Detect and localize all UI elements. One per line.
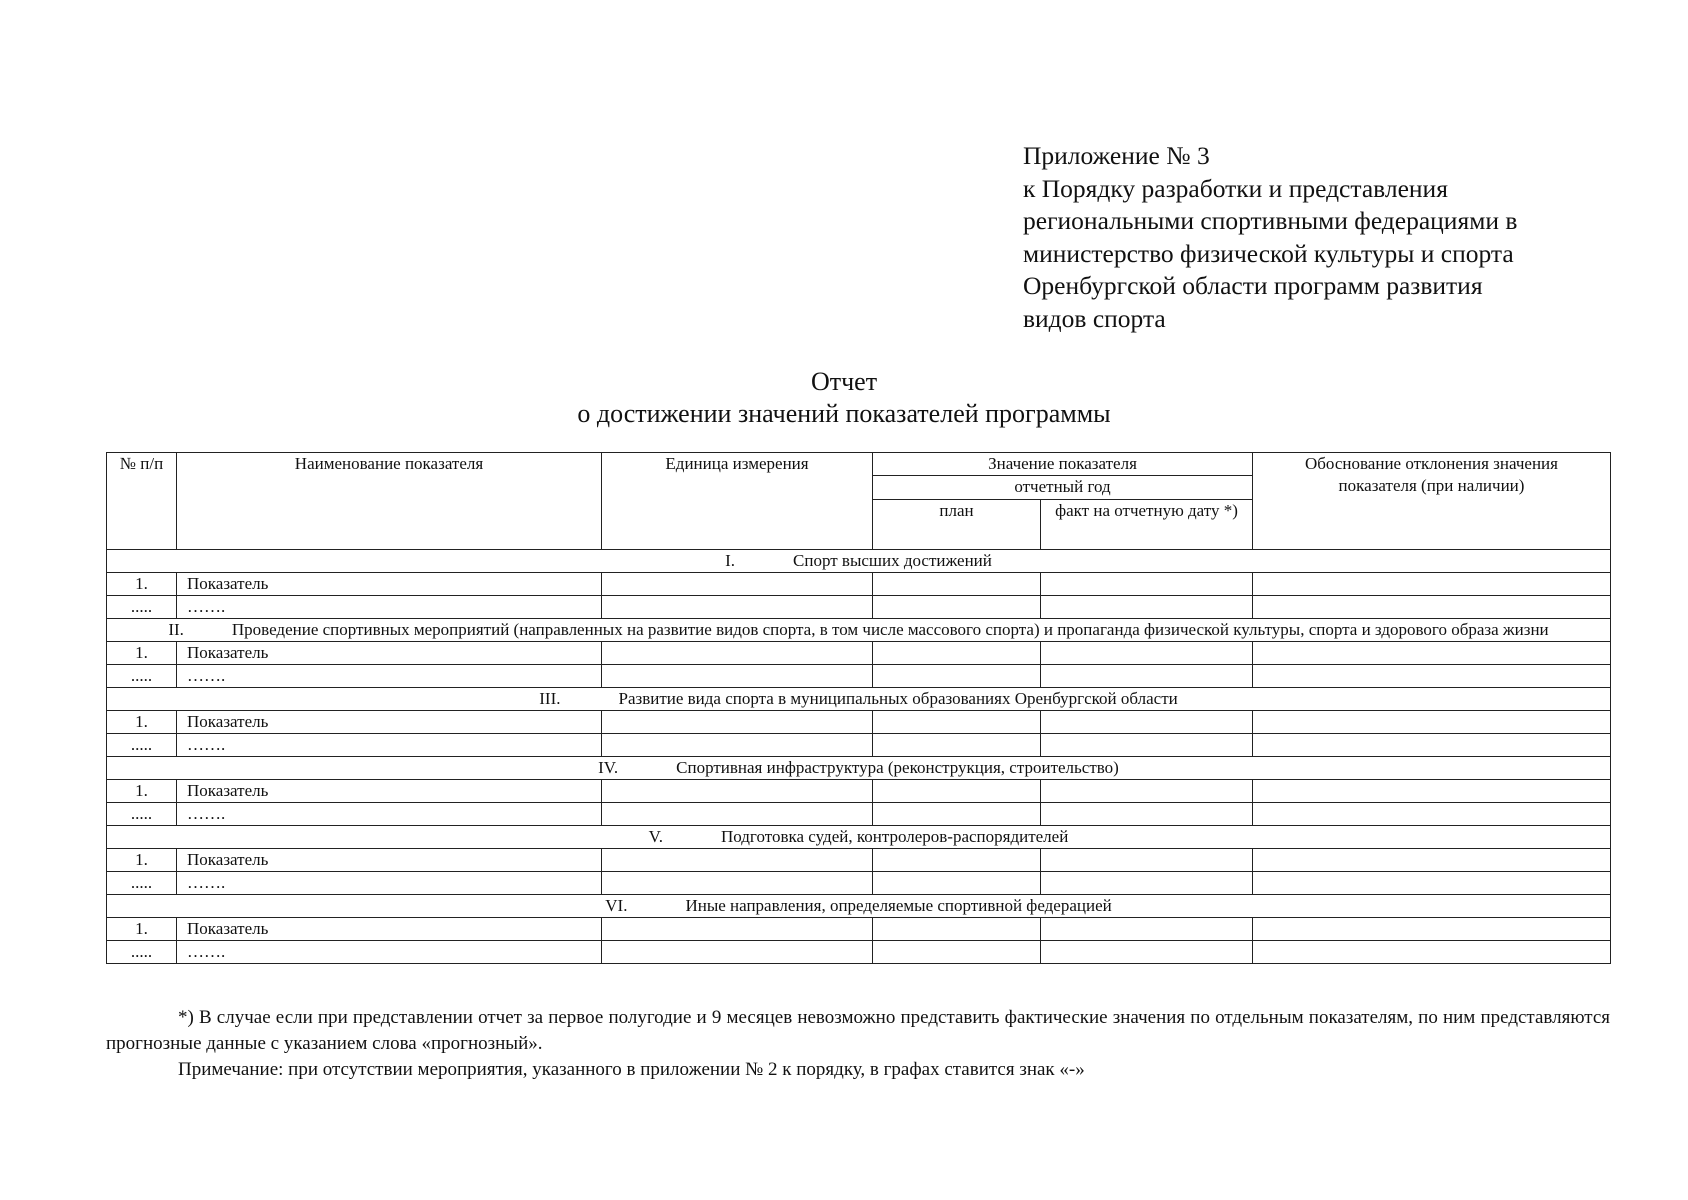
unit-cell — [602, 711, 873, 734]
header-name: Наименование показателя — [177, 453, 602, 550]
table-row — [107, 596, 1611, 619]
fact-cell — [1041, 941, 1253, 964]
appendix-line: министерство физической культуры и спорта — [1023, 238, 1514, 268]
section-roman: VI. — [605, 896, 628, 915]
header-plan: план — [873, 499, 1041, 549]
plan-cell — [873, 849, 1041, 872]
table-row — [107, 941, 1611, 964]
section-heading — [107, 619, 1611, 642]
table-row — [107, 734, 1611, 757]
section-row — [107, 757, 1611, 780]
table-row — [107, 849, 1611, 872]
row-number: ..... — [107, 665, 177, 688]
section-title: Проведение спортивных мероприятий (направленных на развитие видов спорта, в том числе массового спорта) и пропаганда физической культуры, спорта и здорового образа жизни — [231, 620, 1549, 639]
section-heading — [107, 895, 1611, 918]
section-heading — [107, 550, 1611, 573]
plan-cell — [873, 803, 1041, 826]
row-number: ..... — [107, 734, 177, 757]
unit-cell — [602, 849, 873, 872]
section-heading — [107, 826, 1611, 849]
reason-cell — [1253, 642, 1611, 665]
appendix-line: Приложение № 3 — [1023, 141, 1210, 170]
row-indicator-name: Показатель — [177, 573, 602, 596]
unit-cell — [602, 941, 873, 964]
unit-cell — [602, 918, 873, 941]
plan-cell — [873, 780, 1041, 803]
table-row — [107, 711, 1611, 734]
report-title — [0, 366, 1688, 430]
fact-cell — [1041, 734, 1253, 757]
row-number: ..... — [107, 803, 177, 826]
remark: Примечание: при отсутствии мероприятия, указанного в приложении № 2 к порядку, в графах ставится знак «-» — [178, 1059, 1085, 1080]
header-unit: Единица измерения — [602, 453, 873, 550]
row-indicator-name: ……. — [177, 941, 602, 964]
row-indicator-name: ……. — [177, 665, 602, 688]
plan-cell — [873, 642, 1041, 665]
appendix-line: к Порядку разработки и представления — [1023, 173, 1448, 203]
fact-cell — [1041, 849, 1253, 872]
row-number: ..... — [107, 941, 177, 964]
report-title-line1: Отчет — [810, 367, 878, 396]
row-number: 1. — [107, 711, 177, 734]
unit-cell — [602, 642, 873, 665]
reason-cell — [1253, 665, 1611, 688]
header-row — [107, 453, 1611, 476]
row-indicator-name: ……. — [177, 872, 602, 895]
header-reason: Обоснование отклонения значения показателя (при наличии) — [1253, 453, 1611, 550]
reason-cell — [1253, 849, 1611, 872]
section-title: Спорт высших достижений — [793, 551, 992, 570]
header-fact: факт на отчетную дату *) — [1041, 499, 1253, 549]
header-value: Значение показателя — [873, 453, 1253, 476]
fact-cell — [1041, 711, 1253, 734]
row-indicator-name: Показатель — [177, 780, 602, 803]
unit-cell — [602, 665, 873, 688]
reason-cell — [1253, 803, 1611, 826]
unit-cell — [602, 573, 873, 596]
section-heading — [107, 688, 1611, 711]
section-row — [107, 688, 1611, 711]
reason-cell — [1253, 872, 1611, 895]
row-number: ..... — [107, 596, 177, 619]
section-row — [107, 550, 1611, 573]
fact-cell — [1041, 596, 1253, 619]
reason-cell — [1253, 918, 1611, 941]
row-number: 1. — [107, 573, 177, 596]
section-row — [107, 619, 1611, 642]
row-indicator-name: Показатель — [177, 918, 602, 941]
row-number: 1. — [107, 780, 177, 803]
footnote: *) В случае если при представлении отчет за первое полугодие и 9 месяцев невозможно представить фактические значения по отдельным показателям, по ним представляются прогнозные данные с указанием слова «прогнозный». — [106, 1007, 1610, 1054]
notes-block — [106, 1005, 1610, 1083]
table-row — [107, 642, 1611, 665]
unit-cell — [602, 872, 873, 895]
fact-cell — [1041, 872, 1253, 895]
unit-cell — [602, 596, 873, 619]
unit-cell — [602, 780, 873, 803]
section-row — [107, 826, 1611, 849]
section-title: Спортивная инфраструктура (реконструкция, строительство) — [676, 758, 1119, 777]
row-indicator-name: ……. — [177, 734, 602, 757]
report-table — [106, 452, 1611, 964]
row-indicator-name: Показатель — [177, 642, 602, 665]
row-indicator-name: Показатель — [177, 711, 602, 734]
reason-cell — [1253, 711, 1611, 734]
section-heading — [107, 757, 1611, 780]
appendix-line: видов спорта — [1023, 303, 1166, 333]
unit-cell — [602, 803, 873, 826]
section-roman: III. — [539, 689, 561, 708]
appendix-line: региональными спортивными федерациями в — [1023, 206, 1518, 235]
fact-cell — [1041, 573, 1253, 596]
fact-cell — [1041, 803, 1253, 826]
table-row — [107, 573, 1611, 596]
table-row — [107, 918, 1611, 941]
section-title: Иные направления, определяемые спортивной федерацией — [685, 896, 1112, 915]
appendix-line: Оренбургской области программ развития — [1023, 271, 1483, 300]
reason-cell — [1253, 596, 1611, 619]
plan-cell — [873, 734, 1041, 757]
section-roman: I. — [725, 551, 736, 570]
table-row — [107, 780, 1611, 803]
section-title: Развитие вида спорта в муниципальных образованиях Оренбургской области — [618, 689, 1178, 708]
fact-cell — [1041, 665, 1253, 688]
plan-cell — [873, 941, 1041, 964]
report-title-line2: о достижении значений показателей программы — [577, 399, 1111, 428]
row-indicator-name: ……. — [177, 596, 602, 619]
table-row — [107, 665, 1611, 688]
table-row — [107, 803, 1611, 826]
row-number: 1. — [107, 918, 177, 941]
header-year: отчетный год — [873, 476, 1253, 499]
row-number: 1. — [107, 642, 177, 665]
row-number: 1. — [107, 849, 177, 872]
header-num: № п/п — [107, 453, 177, 550]
fact-cell — [1041, 918, 1253, 941]
row-number: ..... — [107, 872, 177, 895]
section-row — [107, 895, 1611, 918]
fact-cell — [1041, 642, 1253, 665]
plan-cell — [873, 665, 1041, 688]
reason-cell — [1253, 941, 1611, 964]
table-row — [107, 872, 1611, 895]
section-title: Подготовка судей, контролеров-распорядителей — [721, 827, 1069, 846]
unit-cell — [602, 734, 873, 757]
section-roman: II. — [168, 620, 184, 639]
reason-cell — [1253, 734, 1611, 757]
plan-cell — [873, 596, 1041, 619]
row-indicator-name: Показатель — [177, 849, 602, 872]
plan-cell — [873, 872, 1041, 895]
section-roman: V. — [648, 827, 663, 846]
plan-cell — [873, 918, 1041, 941]
reason-cell — [1253, 780, 1611, 803]
appendix-block — [1023, 140, 1643, 335]
plan-cell — [873, 573, 1041, 596]
row-indicator-name: ……. — [177, 803, 602, 826]
fact-cell — [1041, 780, 1253, 803]
plan-cell — [873, 711, 1041, 734]
section-roman: IV. — [598, 758, 619, 777]
reason-cell — [1253, 573, 1611, 596]
